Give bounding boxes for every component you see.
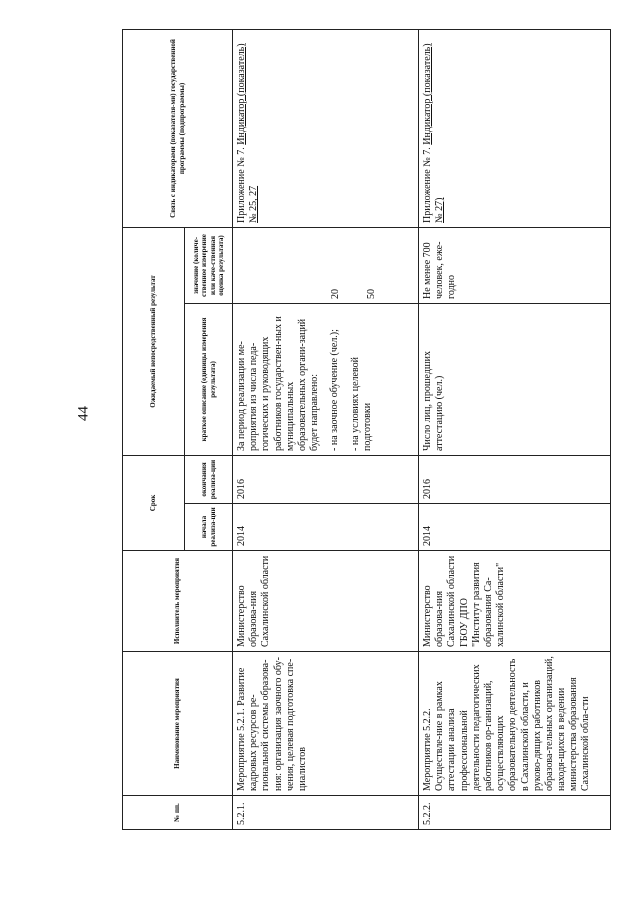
header-term-start: начала реализа-ции (185, 504, 233, 551)
row-link (419, 29, 611, 227)
link-prefix: Приложение № 7. (236, 147, 247, 223)
header-row-1 (123, 29, 185, 829)
row-end: 2016 (419, 455, 611, 503)
header-result: Ожидаемый непосредственный результат (123, 227, 185, 455)
row-end: 2016 (233, 455, 419, 503)
row-num: 5.2.1. (233, 796, 419, 830)
row-link (233, 29, 419, 227)
row-name: Мероприятие 5.2.2. Осуществле-ние в рамках аттестации анализа профессиональной деятельности педагогических работников ор-ганизаций, осуществляющих образовательную деятельность в Сахалинской области, и руково-дящих работников образова-тельных организаций, находя-щихся в ведении министерства образования Сахалинской обла-сти (419, 652, 611, 796)
header-result-value: значение (количе-ственное измерение или каче-ственная оценка результата) (185, 227, 233, 303)
header-term: Срок (123, 455, 185, 550)
header-result-desc: краткое описание (единицы измерения результата) (185, 303, 233, 455)
result-desc-item: - на заочное обучение (чел.); (329, 329, 341, 451)
result-desc-item: - на условиях целевой подготовки (349, 357, 373, 451)
table-row (233, 29, 419, 829)
row-start: 2014 (233, 504, 419, 551)
header-num: № пп. (123, 796, 233, 830)
row-result-value (233, 227, 419, 303)
measures-table (122, 29, 611, 830)
row-executor: Министерство образова-ния Сахалинской области (233, 551, 419, 652)
result-value-2: 50 (366, 288, 378, 299)
indicator-link[interactable]: Индикатор (показатель) № 27) (422, 43, 446, 223)
page-number: 44 (75, 406, 92, 421)
row-name: Мероприятие 5.2.1. Развитие кадровых ресурсов ре-гиональной системы образова-ния: организация заочного обу-чения, целевая подготовка спе-циалистов (233, 652, 419, 796)
indicator-link[interactable]: Индикатор (показатель) № 25, 27 (236, 43, 260, 223)
rotated-table-wrapper (122, 30, 610, 830)
link-prefix: Приложение № 7. (422, 147, 433, 223)
header-term-end: окончания реализа-ции (185, 455, 233, 503)
row-start: 2014 (419, 504, 611, 551)
header-executor: Исполнитель мероприятия (123, 551, 233, 652)
header-link: Связь с индикаторами (показателя-ми) государственной программы (подпрограммы) (123, 29, 233, 227)
result-desc-main: За период реализации ме-роприятия из числа педа-гогических и руководящих работников государствен-ных и муниципальных образовательных органи-заций будет направлено: (236, 316, 321, 451)
row-executor: Министерство образова-ния Сахалинской области ГБОУ ДПО "Институт развития образования Са-халинской области" (419, 551, 611, 652)
row-result-desc: Число лиц, прошедших аттестацию (чел.) (419, 303, 611, 455)
header-name: Наименование мероприятия (123, 652, 233, 796)
table-row (419, 29, 611, 829)
result-value-1: 20 (330, 288, 341, 299)
row-result-value: Не менее 700 человек, еже-годно (419, 227, 611, 303)
row-num: 5.2.2. (419, 796, 611, 830)
row-result-desc (233, 303, 419, 455)
